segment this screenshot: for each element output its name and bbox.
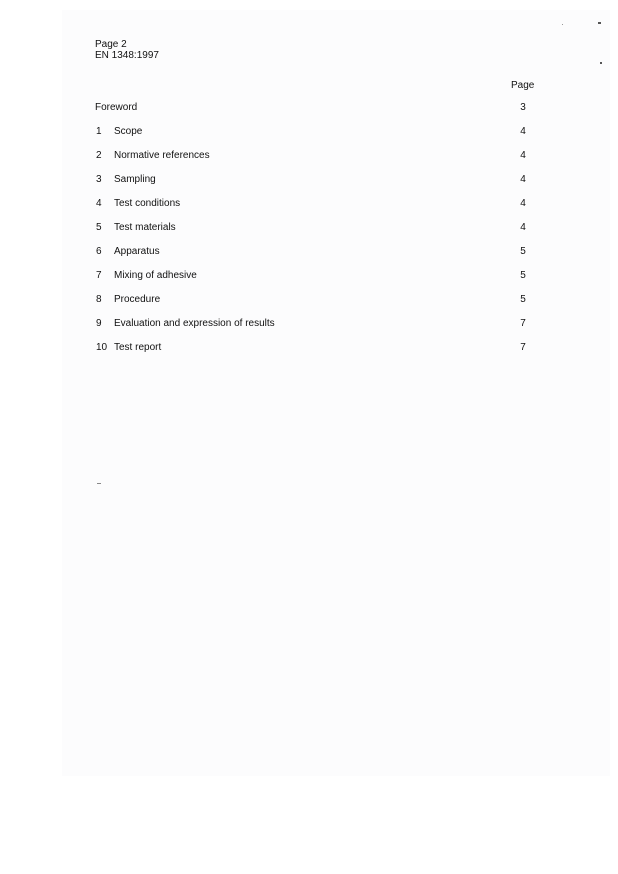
toc-entry-number: 10 (96, 342, 108, 353)
toc-entry-number: 2 (96, 150, 102, 161)
toc-entry-number: 1 (96, 126, 102, 137)
toc-entry-page: 4 (520, 150, 526, 161)
scan-speck (598, 22, 601, 24)
toc-entry-number: 9 (96, 318, 102, 329)
page-number-label: Page 2 (95, 39, 127, 50)
toc-entry-page: 4 (520, 198, 526, 209)
toc-entry-number: 8 (96, 294, 102, 305)
toc-entry-foreword (95, 101, 535, 115)
toc-entry-scope (95, 125, 535, 139)
toc-entry-number: 6 (96, 246, 102, 257)
toc-entry-title: Test conditions (114, 198, 181, 209)
scan-speck (562, 24, 563, 25)
toc-entry-title: Evaluation and expression of results (114, 318, 275, 329)
toc-entry-test-conditions (95, 197, 535, 211)
toc-entry-page: 4 (520, 222, 526, 233)
toc-page-column-heading: Page (511, 80, 535, 91)
toc-entry-title: Scope (114, 126, 143, 137)
toc-entry-page: 5 (520, 246, 526, 257)
toc-entry-page: 4 (520, 126, 526, 137)
standard-identifier: EN 1348:1997 (95, 50, 159, 61)
toc-entry-page: 7 (520, 342, 526, 353)
toc-entry-title: Test report (114, 342, 162, 353)
toc-entry-page: 5 (520, 270, 526, 281)
page-header (95, 39, 159, 61)
toc-entry-number: 7 (96, 270, 102, 281)
toc-entry-page: 5 (520, 294, 526, 305)
toc-entry-number: 3 (96, 174, 102, 185)
toc-entry-normative-references (95, 149, 535, 163)
toc-entry-mixing-of-adhesive (95, 269, 535, 283)
toc-entry-title: Procedure (114, 294, 161, 305)
toc-entry-title: Foreword (95, 102, 138, 113)
toc-entry-evaluation (95, 317, 535, 331)
toc-entry-page: 4 (520, 174, 526, 185)
toc-entry-title: Sampling (114, 174, 156, 185)
toc-entry-page: 7 (520, 318, 526, 329)
toc-entry-test-report (95, 341, 535, 355)
toc-entry-title: Normative references (114, 150, 210, 161)
toc-entry-number: 4 (96, 198, 102, 209)
toc-entry-title: Apparatus (114, 246, 160, 257)
scan-speck (97, 483, 101, 484)
toc-entry-title: Test materials (114, 222, 176, 233)
toc-entry-title: Mixing of adhesive (114, 270, 197, 281)
toc-entry-test-materials (95, 221, 535, 235)
toc-entry-procedure (95, 293, 535, 307)
scan-speck (600, 62, 602, 64)
toc-entry-number: 5 (96, 222, 102, 233)
toc-entry-apparatus (95, 245, 535, 259)
toc-entry-page: 3 (520, 102, 526, 113)
toc-entry-sampling (95, 173, 535, 187)
